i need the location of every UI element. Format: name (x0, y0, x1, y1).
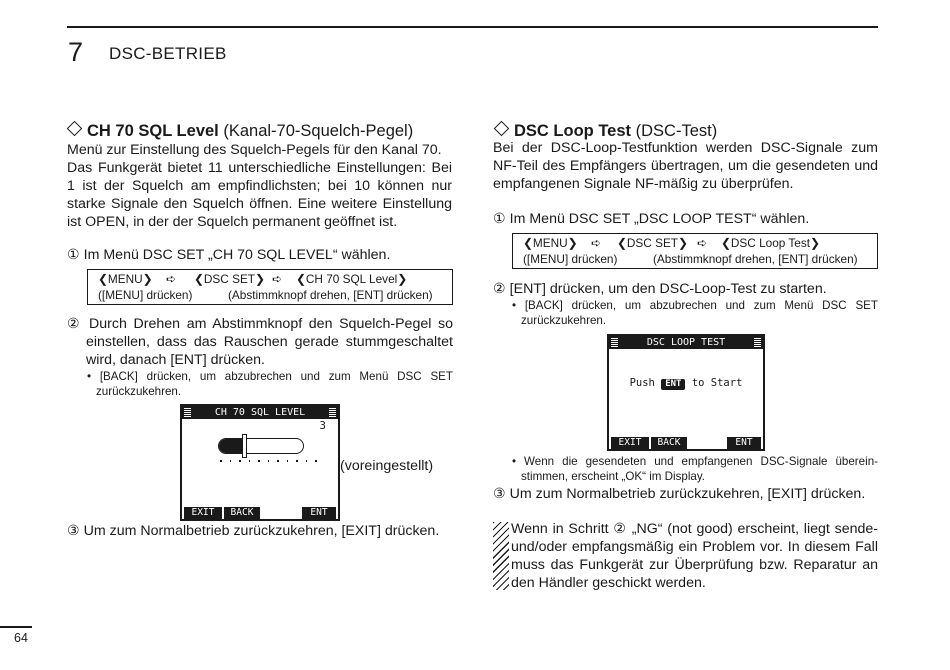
text-line: und/oder empfangsmäßig ein Problem vor. In diesem Fall (511, 539, 878, 555)
menu-key: ❮CH 70 SQL Level❯ (296, 272, 408, 286)
menu-lines-icon (611, 338, 618, 347)
menu-key: ❮MENU❯ (98, 272, 153, 286)
loop-test-display (607, 334, 765, 451)
text-line: Das Funkgerät bietet 11 unterschiedliche Einstellungen: Bei (67, 160, 452, 176)
text-line: den Händler geschickt werden. (511, 575, 706, 591)
section-title-loop-test (493, 121, 717, 141)
sql-step-2 (67, 315, 453, 369)
diamond-icon (67, 121, 83, 137)
menu-key: ❮MENU❯ (523, 236, 578, 250)
scale-dot (230, 460, 232, 462)
push-label: Push (629, 377, 655, 389)
sql-step-1: ① Im Menü DSC SET „CH 70 SQL LEVEL“ wählen. (67, 247, 391, 263)
soft-key-exit: EXIT (611, 437, 649, 449)
soft-key-ent: ENT (302, 507, 336, 519)
arrow-icon: ➪ (166, 272, 176, 286)
scale-dot (249, 460, 251, 462)
ent-key-icon: ENT (661, 379, 685, 390)
loop-step-3: ③ Um zum Normalbetrieb zurückzukehren, [EXIT] drücken. (493, 486, 866, 502)
footer-rule (0, 626, 32, 628)
arrow-icon: ➪ (697, 236, 707, 250)
note-paragraph (511, 520, 878, 592)
menu-lines-icon (754, 338, 761, 347)
menu-hint-row (88, 287, 452, 303)
display-title-bar (609, 336, 763, 349)
sql-step-3: ③ Um zum Normalbetrieb zurückzukehren, [EXIT] drücken. (67, 523, 440, 539)
text-line: ② Durch Drehen am Abstimmknopf den Squelch-Pegel so (67, 316, 453, 332)
text-line: zurückzukehren. (521, 314, 607, 327)
soft-key-back: BACK (651, 437, 687, 449)
level-value: 3 (319, 419, 326, 432)
menu-hint: ([MENU] drücken) (98, 288, 193, 302)
loop-step-1: ① Im Menü DSC SET „DSC LOOP TEST“ wählen. (493, 211, 810, 227)
diamond-icon (494, 121, 510, 137)
text-line: ist OPEN, in der der Squelch permanent geöffnet ist. (67, 214, 398, 230)
header-rule (67, 26, 878, 28)
to-start-label: to Start (691, 377, 743, 389)
menu-path-row (88, 271, 452, 287)
text-line: Bei der DSC-Loop-Testfunktion werden DSC-Signale zum (493, 140, 878, 156)
display-title-bar (182, 406, 338, 419)
scale-dot (306, 460, 308, 462)
scale-dot (277, 460, 279, 462)
note-hatch-icon (493, 522, 509, 590)
text-line: einstellen, dass das Rauschen gerade stummgeschaltet (86, 334, 453, 350)
section-title-sql-level (66, 121, 413, 141)
text-line: 1 ist der Squelch am empfindlichsten; bei 10 können nur (67, 178, 452, 194)
push-ent-prompt (609, 377, 763, 390)
loop-back-bullet (512, 298, 878, 328)
squelch-level-bar (218, 438, 304, 454)
menu-key: ❮DSC SET❯ (194, 272, 265, 286)
loop-step-2: ② [ENT] drücken, um den DSC-Loop-Test zu starten. (493, 281, 827, 297)
text-line: • [BACK] drücken, um abzubrechen und zum Menü DSC SET (512, 299, 878, 312)
page-number: 64 (14, 631, 28, 645)
menu-hint: ([MENU] drücken) (523, 252, 618, 266)
text-line: empfangenen Signale NF-mäßig zu überprüfen. (493, 176, 794, 192)
scale-dot (268, 460, 270, 462)
slider-knob (242, 434, 247, 458)
scale-dot (239, 460, 241, 462)
scale-dot (220, 460, 222, 462)
section-title-rest: (DSC-Test) (635, 122, 718, 140)
level-scale-dots (220, 460, 324, 463)
text-line: wird, danach [ENT] drücken. (86, 352, 265, 368)
menu-hint: (Abstimmknopf drehen, [ENT] drücken) (653, 252, 858, 266)
sql-level-display (180, 404, 340, 521)
menu-hint-row (513, 251, 877, 267)
text-line: stimmen, erscheint „OK“ im Display. (521, 470, 706, 483)
chapter-number: 7 (68, 37, 84, 67)
text-line: • [BACK] drücken, um abzubrechen und zum Menü DSC SET (87, 370, 453, 383)
menu-lines-icon (329, 408, 336, 417)
scale-dot (287, 460, 289, 462)
loop-intro-paragraph (493, 139, 878, 193)
loop-ok-bullet (512, 454, 878, 484)
text-line: • Wenn die gesendeten und empfangenen DSC-Signale überein- (512, 455, 878, 468)
menu-path-row (513, 235, 877, 251)
sql-menu-path-box (87, 269, 453, 305)
display-title: DSC LOOP TEST (646, 337, 726, 348)
default-label: (voreingestellt) (340, 458, 434, 474)
section-title-bold: DSC Loop Test (514, 122, 632, 140)
chapter-title: DSC-BETRIEB (109, 44, 227, 63)
text-line: NF-Teil des Empfängers übertragen, um die gesendeten und (493, 158, 878, 174)
arrow-icon: ➪ (591, 236, 601, 250)
section-title-rest: (Kanal-70-Squelch-Pegel) (223, 122, 414, 140)
soft-key-exit: EXIT (184, 507, 222, 519)
menu-lines-icon (184, 408, 191, 417)
menu-key: ❮DSC SET❯ (617, 236, 688, 250)
soft-key-ent: ENT (727, 437, 761, 449)
menu-hint: (Abstimmknopf drehen, [ENT] drücken) (228, 288, 433, 302)
text-line: Menü zur Einstellung des Squelch-Pegels für den Kanal 70. (67, 142, 442, 158)
text-line: muss das Funkgerät zur Überprüfung bzw. Reparatur an (511, 557, 878, 573)
text-line: zurückzukehren. (96, 385, 182, 398)
sql-intro-paragraph (67, 141, 452, 231)
scale-dot (296, 460, 298, 462)
menu-key: ❮DSC Loop Test❯ (721, 236, 820, 250)
sql-back-bullet (87, 369, 453, 399)
text-line: starke Signale den Squelch öffnen. Eine weitere Einstellung (67, 196, 452, 212)
scale-dot (258, 460, 260, 462)
scale-dot (315, 460, 317, 462)
loop-menu-path-box (512, 233, 878, 269)
display-title: CH 70 SQL LEVEL (214, 407, 306, 418)
soft-key-back: BACK (224, 507, 260, 519)
text-line: Wenn in Schritt ② „NG“ (not good) erscheint, liegt sende- (511, 521, 878, 537)
arrow-icon: ➪ (272, 272, 282, 286)
section-title-bold: CH 70 SQL Level (87, 122, 219, 140)
